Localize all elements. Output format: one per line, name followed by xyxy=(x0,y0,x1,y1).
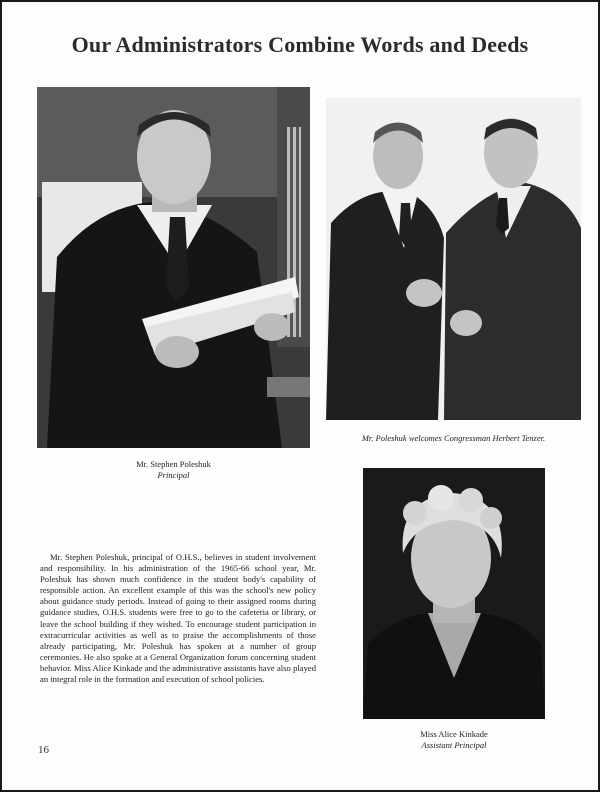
assistant-caption xyxy=(363,729,545,751)
principal-photo xyxy=(37,87,310,448)
assistant-principal-photo xyxy=(363,468,545,719)
congressman-caption xyxy=(326,433,581,444)
handshake-photo xyxy=(326,98,581,420)
page-title: Our Administrators Combine Words and Deeds xyxy=(71,32,529,57)
assistant-role: Assistant Principal xyxy=(421,740,487,750)
page-number: 16 xyxy=(38,744,49,756)
assistant-name: Miss Alice Kinkade xyxy=(420,729,488,739)
body-paragraph: Mr. Stephen Poleshuk, principal of O.H.S., believes in student involvement and responsibility. In his administration of the 1965-66 school year, Mr. Poleshuk has shown much confidence in the student body's capability of responsible action. An excellent example of this was the school's new policy about guidance study periods. Instead of going to their assigned rooms during guidance studies, O.H.S. students were free to go to the cafeteria or library, or leave the school building if they wished. To encourage student participation in extracurricular activities as well as to praise the accomplishments of those already participating, Mr. Poleshuk has spoken at a number of group ceremonies. He also spoke at a General Organization forum concerning student behavior. Miss Alice Kinkade and the administrative assistants have also played an integral role in the formation and execution of school policies. xyxy=(40,552,316,685)
congressman-caption-text: Mr. Poleshuk welcomes Congressman Herbert Tenzer. xyxy=(361,433,546,443)
principal-name: Mr. Stephen Poleshuk xyxy=(136,459,211,469)
principal-role: Principal xyxy=(157,470,190,480)
principal-caption xyxy=(37,459,310,481)
